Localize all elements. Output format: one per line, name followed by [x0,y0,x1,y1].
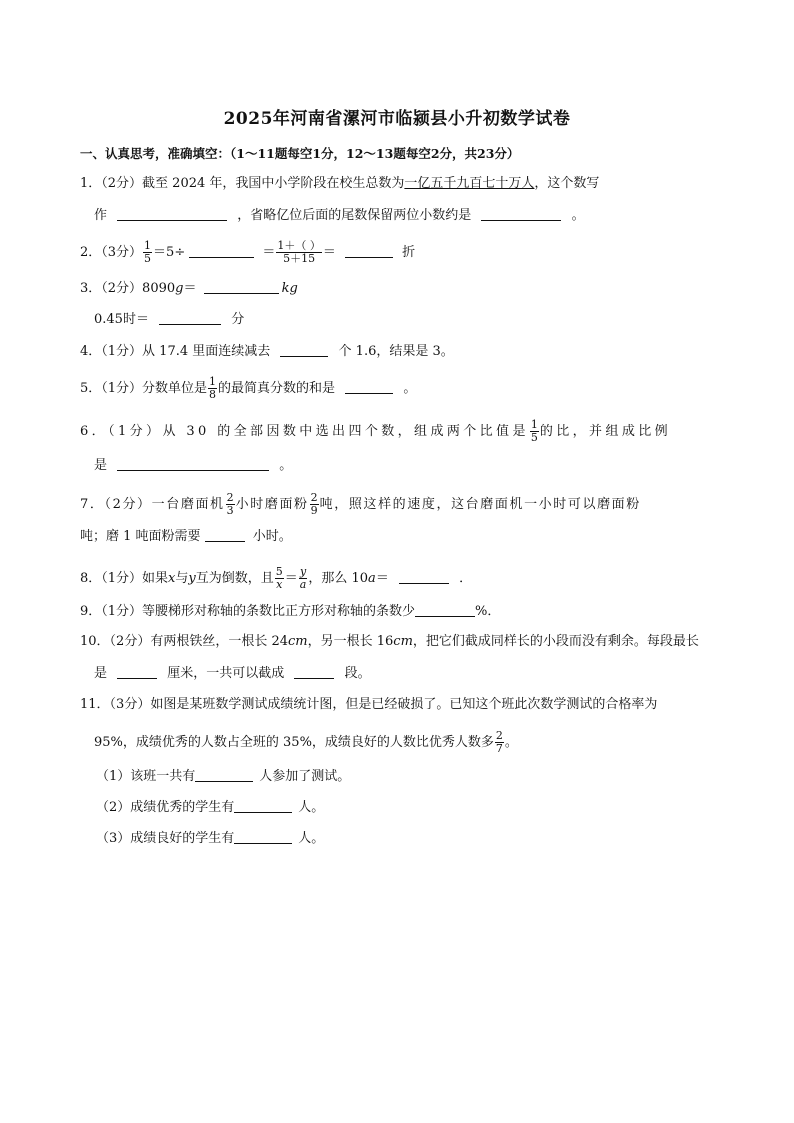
q11-sub2-end: 人。 [298,800,325,815]
q2-eq3: ＝ [322,245,336,260]
q1-line2-text-b: ，省略亿位后面的尾数保留两位小数约是 [237,208,472,223]
q1-line2-end: 。 [571,208,585,223]
q7-f2-den: 9 [310,504,318,517]
q11-sub3-text: （3）成绩良好的学生有 [96,831,235,846]
q7-text: 7．（2分）一台磨面机 [80,497,225,512]
question-11-line2 [94,730,518,755]
q8-var-x: x [168,571,176,586]
q10-line2-end: 段。 [344,666,371,681]
q6-line2-text: 是 [94,458,108,473]
question-5 [80,376,416,401]
question-3 [80,279,298,298]
question-7 [80,492,641,517]
question-11-sub3 [96,829,324,848]
q11-line2-end: 。 [504,735,518,750]
q8-f1-num: 5 [275,565,283,578]
q5-fraction [208,376,217,401]
question-11-sub2 [96,798,324,817]
q2-eq1: ＝5÷ [153,245,186,260]
q5-middle: 的最简真分数的和是 [218,381,336,396]
question-6-line2 [94,456,292,475]
question-3-line2 [94,310,244,329]
q4-text: 4．（1分）从 17.4 里面连续减去 [80,344,271,359]
q1-blank-1[interactable] [117,206,227,221]
q1-suffix: ，这个数写 [534,176,600,191]
q10-unit-cm: cm [288,634,308,649]
q7-blank[interactable] [205,527,245,542]
q2-f1-den: 5 [144,252,152,265]
q9-blank[interactable] [415,602,475,617]
q4-suffix: 个 1.6，结果是 3。 [338,344,454,359]
q8-mid2: ，那么 10 [308,571,369,586]
q11-sub1-end: 人参加了测试。 [259,769,351,784]
q4-blank[interactable] [280,342,328,357]
question-6 [80,419,671,444]
question-1 [80,175,599,193]
question-2 [80,240,415,265]
q11-sub2-blank[interactable] [234,798,292,813]
q7-f1-den: 3 [226,504,234,517]
q2-f2-num: 1＋（ ） [277,239,321,252]
q7-mid: 小时磨面粉 [235,497,309,512]
q11-sub1-text: （1）该班一共有 [96,769,196,784]
q6-fraction [530,419,539,444]
q2-suffix: 折 [402,245,416,260]
q8-f1-den: x [276,578,283,591]
q9-text: 9．（1分）等腰梯形对称轴的条数比正方形对称轴的条数少 [80,604,416,619]
q8-blank[interactable] [399,569,449,584]
q8-and: 与 [175,571,189,586]
q5-suffix: 。 [403,381,417,396]
q2-f1-num: 1 [144,239,152,252]
q8-f2-den: a [299,578,307,591]
question-11 [80,696,657,714]
question-1-line2 [94,206,585,225]
question-9 [80,602,500,621]
q1-underlined: 一亿五千九百七十万人 [404,176,535,191]
q1-line2-text: 作 [94,208,108,223]
q6-f-num: 1 [530,418,538,431]
q8-var-a: a [368,571,376,586]
q7-fraction-2 [310,492,319,517]
q6-blank[interactable] [117,456,269,471]
q9-suffix: %． [475,604,501,619]
q8-text: 8．（1分）如果 [80,571,169,586]
q8-suffix: ． [459,571,473,586]
q7-suffix: 吨，照这样的速度，这台磨面机一小时可以磨面粉 [319,497,641,512]
question-11-sub1 [96,767,350,786]
q3-blank-2[interactable] [159,310,221,325]
q1-blank-2[interactable] [481,206,561,221]
q10-blank-1[interactable] [117,664,157,679]
q10-unit-cm-2: cm [393,634,413,649]
q5-blank[interactable] [345,379,393,394]
q3-text: 3．（2分）8090 [80,281,176,296]
q8-eq: ＝ [284,571,298,586]
q6-f-den: 5 [530,431,538,444]
q8-f2-num: y [299,565,307,578]
q3-line2-unit: 分 [231,312,245,327]
q7-line2-text: 吨；磨 1 吨面粉需要 [80,529,201,544]
question-8 [80,566,472,591]
q8-var-y: y [188,571,196,586]
q10-suffix: ，把它们截成同样长的小段而没有剩余。每段最长 [412,634,699,649]
q11-f-den: 7 [495,742,503,755]
q2-fraction-1 [143,240,152,265]
q11-sub3-blank[interactable] [234,829,292,844]
q1-text: 1．（2分）截至 2024 年，我国中小学阶段在校生总数为 [80,176,405,191]
q2-f2-den: 5＋15 [283,252,316,265]
q7-line2-end: 小时。 [252,529,292,544]
q10-line2-text: 是 [94,666,108,681]
q7-fraction-1 [226,492,235,517]
q3-unit-g: g [175,281,184,296]
q2-eq2: ＝ [262,245,276,260]
section-heading: 一、认真思考，准确填空：（1～11题每空1分，12～13题每空2分，共23分） [80,146,520,161]
q11-f-num: 2 [495,729,503,742]
page-title: 2025年河南省漯河市临颍县小升初数学试卷 [223,109,571,129]
q10-line2-mid: 厘米，一共可以截成 [167,666,285,681]
q6-suffix: 的比，并组成比例 [539,424,672,439]
q11-line2-text: 95%，成绩优秀的人数占全班的 35%，成绩良好的人数比优秀人数多 [94,735,494,750]
q7-f1-num: 2 [226,491,234,504]
q8-mid: 互为倒数，且 [195,571,274,586]
question-4 [80,342,454,361]
question-10 [80,633,699,651]
q10-text: 10．（2分）有两根铁丝，一根长 24 [80,634,288,649]
question-7-line2 [80,527,292,546]
q3-unit-kg: kg [281,281,298,296]
q7-f2-num: 2 [310,491,318,504]
q6-text: 6．（1分）从 30 的全部因数中选出四个数，组成两个比值是 [80,424,529,439]
q10-blank-2[interactable] [294,664,334,679]
q5-text: 5．（1分）分数单位是 [80,381,208,396]
q2-fraction-2 [276,240,322,265]
q10-mid: ，另一根长 16 [307,634,394,649]
q11-text: 11．（3分）如图是某班数学测试成绩统计图，但是已经破损了。已知这个班此次数学测试的合格率为 [80,697,658,712]
q3-eq: ＝ [183,281,197,296]
q2-blank-2[interactable] [345,243,393,258]
q5-f-num: 1 [209,375,217,388]
q11-fraction [495,730,504,755]
q11-sub2-text: （2）成绩优秀的学生有 [96,800,235,815]
q2-blank-1[interactable] [189,243,254,258]
q11-sub3-end: 人。 [298,831,325,846]
q3-blank-1[interactable] [204,279,279,294]
q3-line2-text: 0.45时＝ [94,312,149,327]
question-10-line2 [94,664,371,683]
q8-fraction-2 [299,566,308,591]
q5-f-den: 8 [209,388,217,401]
q2-text: 2．（3分） [80,245,143,260]
q8-eq2: ＝ [375,571,389,586]
q8-fraction-1 [275,566,284,591]
q11-sub1-blank[interactable] [195,767,253,782]
q6-line2-end: 。 [279,458,293,473]
